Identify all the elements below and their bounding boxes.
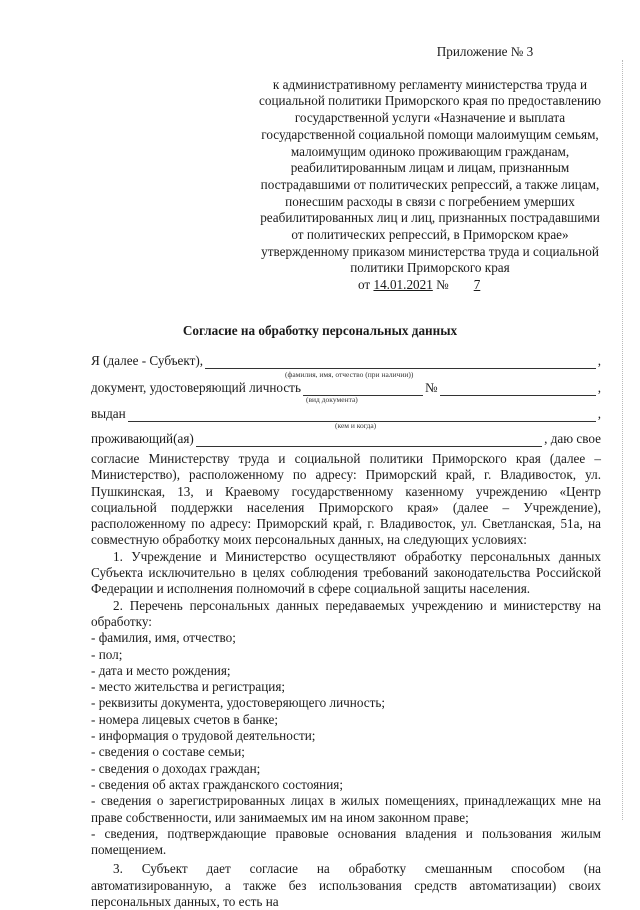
header-line: к административному регламенту министерства труда и bbox=[272, 76, 588, 92]
header-line: утвержденному приказом министерства труда и социальной bbox=[261, 243, 599, 259]
list-item: - дата и место рождения; bbox=[91, 662, 231, 678]
document-title: Согласие на обработку персональных данных bbox=[182, 323, 458, 338]
list-item: - информация о трудовой деятельности; bbox=[91, 728, 316, 744]
list-item: - сведения о зарегистрированных лицах в жилых помещениях, принадлежащих мне на праве собственности, или занимаемых им на ином законном праве; bbox=[91, 793, 601, 825]
document-label: документ, удостоверяющий личность bbox=[91, 380, 301, 395]
appendix-number: Приложение № 3 bbox=[436, 44, 534, 59]
issued-label: выдан bbox=[91, 406, 126, 421]
document-number-label: № bbox=[424, 380, 438, 395]
list-item: - сведения об актах гражданского состояния; bbox=[91, 776, 343, 792]
order-number-label: № bbox=[436, 277, 449, 293]
header-line: государственной социальной помощи малоимущим семьям, bbox=[261, 126, 599, 142]
issued-field: выдан , bbox=[91, 406, 601, 421]
list-item: - фамилия, имя, отчество; bbox=[91, 630, 236, 646]
paragraph-1: 1. Учреждение и Министерство осуществляют обработку персональных данных Субъекта исключительно в целях соблюдения требований законодательства Российской Федерации и исполнения полномочий в сфере социальной защиты населения. bbox=[91, 548, 601, 597]
header-line: реабилитированных лиц и лиц, признанных пострадавшими bbox=[260, 210, 600, 226]
list-item: - сведения, подтверждающие правовые основания владения и пользования жилым помещением. bbox=[91, 825, 601, 858]
subject-field: Я (далее - Субъект), , bbox=[91, 353, 601, 368]
intro-paragraph: согласие Министерству труда и социальной политики Приморского края (далее – Министерство), расположенному по адресу: Приморский край, г. Владивосток, ул. Пушкинская, 13, и Краевому государственному казенному учреждению «Центр социальной поддержки населения Приморского края» (далее – Учреждение), расположенному по адресу: Приморский край, г. Владивосток, ул. Светланская, 51а, на совместную обработку моих персональных данных, на следующих условиях: bbox=[91, 451, 601, 548]
subject-blank[interactable] bbox=[205, 356, 596, 369]
header-line: пострадавшими от политических репрессий, а также лицам, bbox=[260, 176, 600, 192]
issued-caption: (кем и когда) bbox=[335, 421, 377, 430]
subject-caption: (фамилия, имя, отчество (при наличии)) bbox=[285, 370, 414, 379]
residing-tail: , даю свое bbox=[544, 431, 601, 446]
order-from-label: от bbox=[357, 277, 371, 293]
order-reference bbox=[250, 277, 610, 294]
consent-body bbox=[91, 451, 601, 910]
scan-edge-line bbox=[622, 60, 624, 820]
subject-label: Я (далее - Субъект), bbox=[91, 353, 204, 368]
header-line: малоимущим одиноко проживающим гражданам, bbox=[290, 143, 570, 159]
paragraph-3: 3. Субъект дает согласие на обработку смешанным способом (на автоматизированную, а также без использования средств автоматизации) своих персональных данных, то есть на bbox=[91, 861, 601, 910]
document-header bbox=[250, 44, 610, 294]
header-line: социальной политики Приморского края по предоставлению bbox=[259, 93, 601, 109]
list-item: - пол; bbox=[91, 646, 123, 662]
header-line: понесшим расходы в связи с погребением умерших bbox=[285, 193, 575, 209]
paragraph-2: 2. Перечень персональных данных передаваемых учреждению и министерству на обработку: bbox=[91, 597, 601, 629]
list-item: - реквизиты документа, удостоверяющего личность; bbox=[91, 695, 386, 711]
header-line: реабилитированным лицам и лицам, признанным bbox=[290, 160, 570, 176]
residing-field bbox=[91, 430, 601, 447]
header-line: государственной услуги «Назначение и выплата bbox=[294, 110, 566, 126]
residing-label: проживающий(ая) bbox=[91, 431, 194, 446]
order-number: 7 bbox=[473, 277, 481, 293]
list-item: - место жительства и регистрация; bbox=[91, 679, 286, 695]
list-item: - номера лицевых счетов в банке; bbox=[91, 711, 279, 727]
residing-blank[interactable] bbox=[196, 434, 542, 447]
list-item: - сведения о доходах граждан; bbox=[91, 760, 261, 776]
header-line: от политических репрессий, в Приморском крае» bbox=[291, 227, 569, 243]
order-date: 14.01.2021 bbox=[373, 277, 433, 293]
document-field: документ, удостоверяющий личность № , bbox=[91, 380, 601, 395]
header-line: политики Приморского края bbox=[350, 260, 510, 276]
document-caption: (вид документа) bbox=[306, 395, 358, 404]
list-item: - сведения о составе семьи; bbox=[91, 744, 245, 760]
document-number-blank[interactable] bbox=[440, 383, 596, 396]
